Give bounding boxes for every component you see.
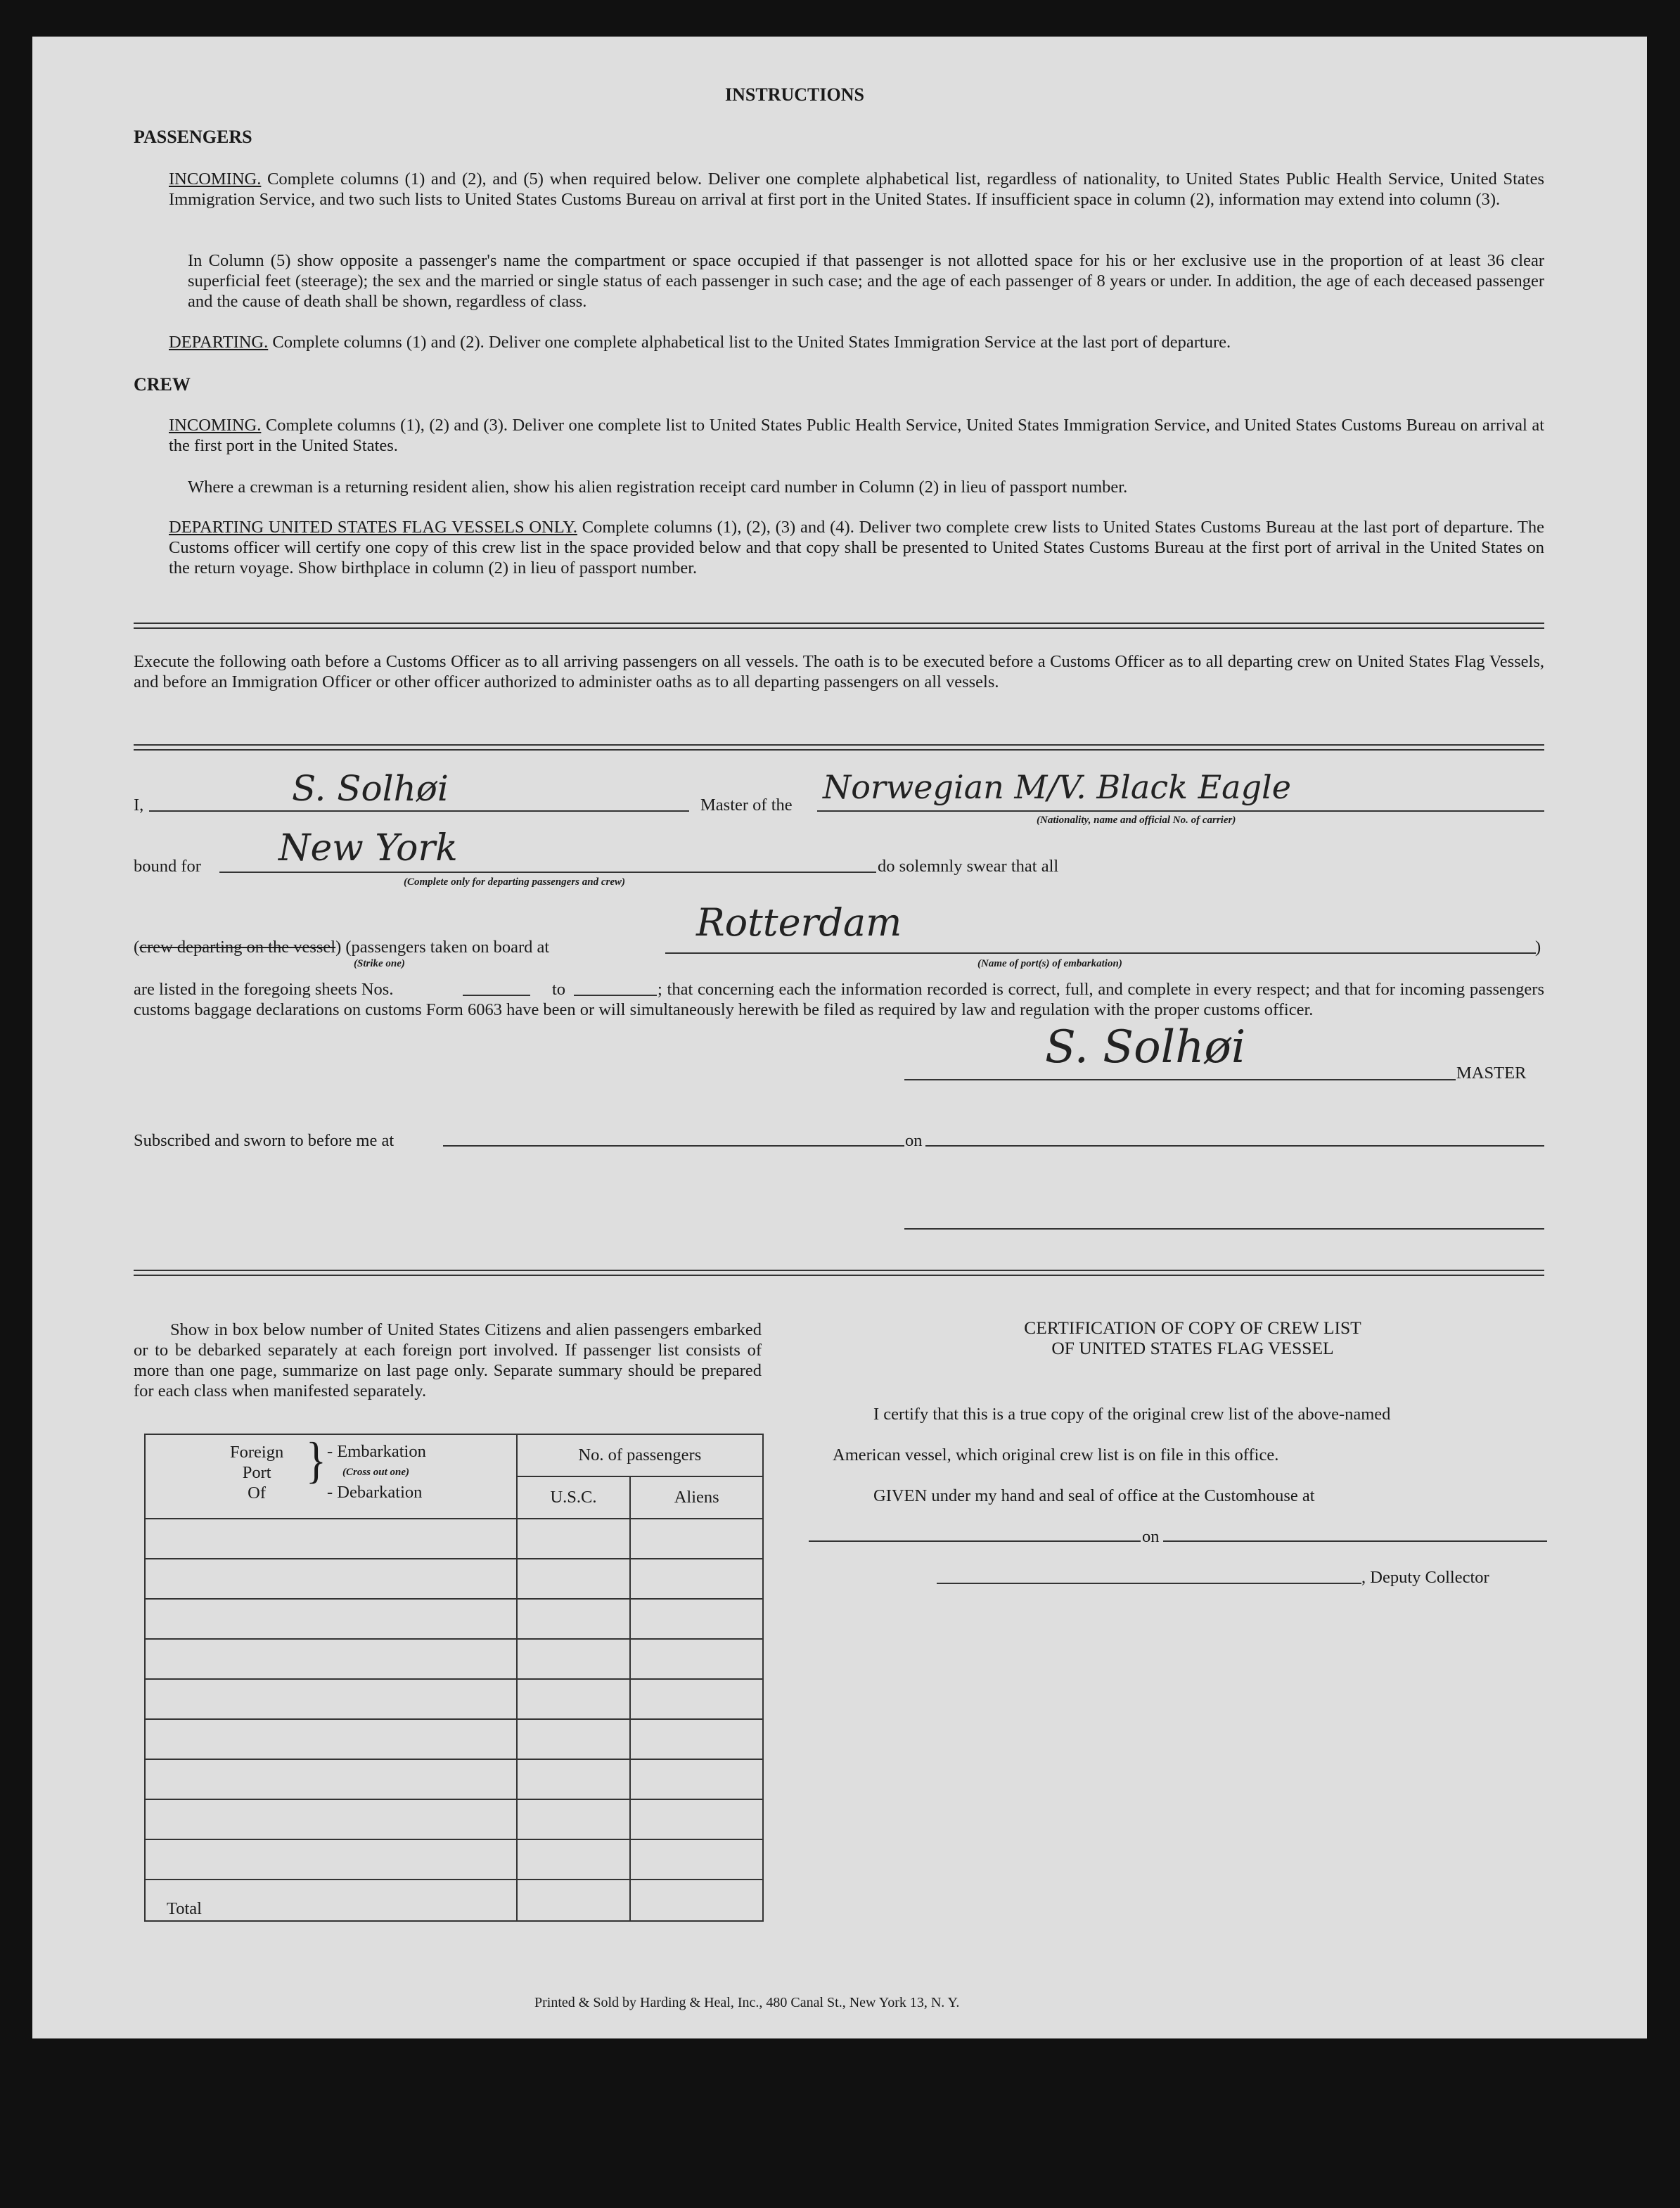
crew-departing-paragraph — [169, 517, 1544, 578]
section-divider — [134, 1270, 1544, 1276]
cross-out-caption: (Cross out one) — [342, 1467, 410, 1478]
port-cell[interactable] — [145, 1599, 517, 1639]
aliens-cell[interactable] — [630, 1799, 763, 1839]
crew-incoming-label: INCOMING. — [169, 416, 262, 435]
total-label: Total — [145, 1880, 517, 1921]
bound-for-caption: (Complete only for departing passengers and crew) — [404, 876, 625, 888]
usc-cell[interactable] — [517, 1839, 631, 1880]
crew-departing-text: Complete columns (1), (2), (3) and (4). Deliver two complete crew lists to United States Customs Bureau at the last port of departure. The Customs officer will certify one copy of this crew list in the space provided below and that copy shall be presented to United States Customs Bureau at the first port of arrival in the United States on the return voyage. Show birthplace in column (2) in lieu of passport number. — [169, 518, 1544, 577]
master-of-label: Master of the — [700, 796, 793, 815]
port-cell[interactable] — [145, 1799, 517, 1839]
port-cell[interactable] — [145, 1719, 517, 1759]
embarkation-label: - Embarkation — [327, 1442, 426, 1461]
usc-header: U.S.C. — [517, 1476, 631, 1519]
port-label: Port — [242, 1463, 271, 1482]
passengers-taken-label: ) (passengers taken on board at — [335, 938, 550, 957]
vessel-caption: (Nationality, name and official No. of carrier) — [1037, 815, 1236, 826]
vessel-field[interactable]: Norwegian M/V. Black Eagle — [823, 768, 1291, 806]
master-name-field[interactable]: S. Solhøi — [292, 768, 449, 809]
usc-cell[interactable] — [517, 1759, 631, 1799]
usc-cell[interactable] — [517, 1799, 631, 1839]
strike-caption: (Strike one) — [354, 958, 405, 969]
crew-resident-paragraph: Where a crewman is a returning resident alien, show his alien registration receipt card number in Column (2) in lieu of passport number. — [188, 478, 1128, 497]
aliens-cell[interactable] — [630, 1839, 763, 1880]
brace-icon: } — [306, 1432, 326, 1488]
port-cell[interactable] — [145, 1679, 517, 1719]
page-title: INSTRUCTIONS — [725, 84, 864, 105]
usc-cell[interactable] — [517, 1519, 631, 1559]
passengers-heading: PASSENGERS — [134, 127, 252, 147]
crew-heading: CREW — [134, 374, 191, 395]
table-row — [145, 1639, 763, 1679]
swear-label: do solemnly swear that all — [878, 857, 1059, 876]
vessel-line — [817, 810, 1544, 812]
usc-cell[interactable] — [517, 1559, 631, 1599]
usc-cell[interactable] — [517, 1719, 631, 1759]
aliens-header: Aliens — [630, 1476, 763, 1519]
table-row — [145, 1559, 763, 1599]
crew-incoming-text: Complete columns (1), (2) and (3). Deliver one complete list to United States Public Health Service, United States Immigration Service, and United States Customs Bureau on arrival at the first port in the United States. — [169, 416, 1545, 455]
aliens-cell[interactable] — [630, 1639, 763, 1679]
oath-i-label: I, — [134, 796, 144, 815]
crew-departing-struck[interactable]: crew departing on the vessel — [139, 938, 336, 957]
usc-total-cell[interactable] — [517, 1880, 631, 1921]
crew-incoming-paragraph — [169, 415, 1544, 456]
signature-line — [904, 1079, 1456, 1080]
bound-for-line — [219, 872, 876, 873]
port-cell[interactable] — [145, 1639, 517, 1679]
port-close-paren: ) — [1535, 938, 1541, 957]
oath-intro: Execute the following oath before a Customs Officer as to all arriving passengers on all vessels. The oath is to be executed before a Customs Officer as to all departing crew on United States Flag Vessels, and before an Immigration Officer or other officer authorized to administer oaths as to all departing passengers on all vessels. — [134, 652, 1544, 691]
aliens-cell[interactable] — [630, 1559, 763, 1599]
port-cell[interactable] — [145, 1839, 517, 1880]
passengers-incoming-text: Complete columns (1) and (2), and (5) when required below. Deliver one complete alphabetical list, regardless of nationality, to United States Public Health Service, United States Immigration Service, and two such lists to United States Customs Bureau on arrival at first port in the United States. If insufficient space in column (2), information may extend into column (3). — [169, 170, 1544, 209]
bound-for-field[interactable]: New York — [278, 827, 458, 869]
section-divider — [134, 623, 1544, 629]
section-divider — [134, 744, 1544, 751]
port-cell[interactable] — [145, 1759, 517, 1799]
table-row — [145, 1759, 763, 1799]
no-of-passengers-header: No. of passengers — [517, 1434, 763, 1476]
table-row — [145, 1679, 763, 1719]
customhouse-line[interactable] — [809, 1540, 1141, 1542]
of-label: Of — [248, 1483, 267, 1502]
table-row — [145, 1519, 763, 1559]
passenger-summary-table — [144, 1434, 764, 1922]
usc-cell[interactable] — [517, 1639, 631, 1679]
aliens-cell[interactable] — [630, 1679, 763, 1719]
table-row — [145, 1799, 763, 1839]
deputy-collector-label: , Deputy Collector — [1361, 1568, 1489, 1587]
subscribed-place-line[interactable] — [443, 1145, 904, 1147]
usc-cell[interactable] — [517, 1679, 631, 1719]
table-row — [145, 1839, 763, 1880]
aliens-cell[interactable] — [630, 1599, 763, 1639]
cert-on-label: on — [1142, 1527, 1160, 1546]
total-row — [145, 1880, 763, 1921]
deputy-signature-line[interactable] — [937, 1583, 1361, 1584]
table-row — [145, 1599, 763, 1639]
paren-open: ( — [134, 938, 140, 957]
subscribed-date-line[interactable] — [925, 1145, 1544, 1147]
bound-for-label: bound for — [134, 857, 201, 876]
listed-pre: are listed in the foregoing sheets Nos. — [134, 980, 394, 999]
certification-title-line2: OF UNITED STATES FLAG VESSEL — [1051, 1338, 1334, 1358]
certification-title — [816, 1317, 1570, 1358]
passengers-column5-paragraph: In Column (5) show opposite a passenger's name the compartment or space occupied if that passenger is not allotted space for his or her exclusive use in the proportion of at least 36 clear superficial feet (steerage); the sex and the married or single status of each passenger in such case; and the age of each passenger of 8 years or under. In addition, the age of each deceased passenger and the cause of death shall be shown, regardless of class. — [188, 251, 1544, 311]
cert-date-line[interactable] — [1163, 1540, 1547, 1542]
debarkation-label: - Debarkation — [327, 1483, 423, 1502]
certify-line1: I certify that this is a true copy of the original crew list of the above-named — [873, 1405, 1391, 1424]
summary-instructions: Show in box below number of United States Citizens and alien passengers embarked or to be debarked separately at each foreign port involved. If passenger list consists of more than one page, summarize on last page only. Separate summary should be prepared for each class when manifested separately. — [134, 1320, 762, 1400]
certification-title-line1: CERTIFICATION OF COPY OF CREW LIST — [1024, 1317, 1361, 1338]
passengers-departing-paragraph — [169, 332, 1544, 352]
officer-signature-line[interactable] — [904, 1228, 1544, 1230]
crew-departing-label: DEPARTING UNITED STATES FLAG VESSELS ONLY. — [169, 518, 577, 537]
table-row — [145, 1719, 763, 1759]
passengers-incoming-label: INCOMING. — [169, 170, 262, 189]
port-cell[interactable] — [145, 1559, 517, 1599]
master-name-line — [149, 810, 689, 812]
to-label: to — [552, 980, 566, 999]
master-signature: S. Solhøi — [1045, 1021, 1246, 1073]
aliens-cell[interactable] — [630, 1759, 763, 1799]
given-text: GIVEN under my hand and seal of office at the Customhouse at — [873, 1486, 1315, 1505]
port-caption: (Name of port(s) of embarkation) — [977, 958, 1122, 969]
aliens-cell[interactable] — [630, 1719, 763, 1759]
aliens-cell[interactable] — [630, 1519, 763, 1559]
aliens-total-cell[interactable] — [630, 1880, 763, 1921]
subscribed-on-label: on — [905, 1131, 923, 1150]
passengers-departing-label: DEPARTING. — [169, 333, 269, 352]
subscribed-label: Subscribed and sworn to before me at — [134, 1131, 395, 1150]
listed-post: ; that concerning each the information recorded is correct, full, and complete in every respect; and that for incoming passengers customs baggage declarations on customs Form 6063 have been or will simultaneously herewith be filed as required by law and regulation with the proper customs officer. — [134, 980, 1544, 1019]
passengers-incoming-paragraph — [169, 169, 1544, 210]
port-header-cell — [145, 1434, 517, 1519]
passengers-departing-text: Complete columns (1) and (2). Deliver one complete alphabetical list to the United States Immigration Service at the last port of departure. — [272, 333, 1231, 352]
printer-footer: Printed & Sold by Harding & Heal, Inc., 480 Canal St., New York 13, N. Y. — [534, 1995, 960, 2010]
certify-line2: American vessel, which original crew list is on file in this office. — [833, 1446, 1279, 1464]
master-label: MASTER — [1456, 1064, 1527, 1083]
port-cell[interactable] — [145, 1519, 517, 1559]
port-line — [665, 952, 1536, 954]
usc-cell[interactable] — [517, 1599, 631, 1639]
foreign-label: Foreign — [230, 1443, 284, 1462]
port-field[interactable]: Rotterdam — [696, 900, 902, 945]
crew-passenger-choice — [134, 937, 549, 957]
